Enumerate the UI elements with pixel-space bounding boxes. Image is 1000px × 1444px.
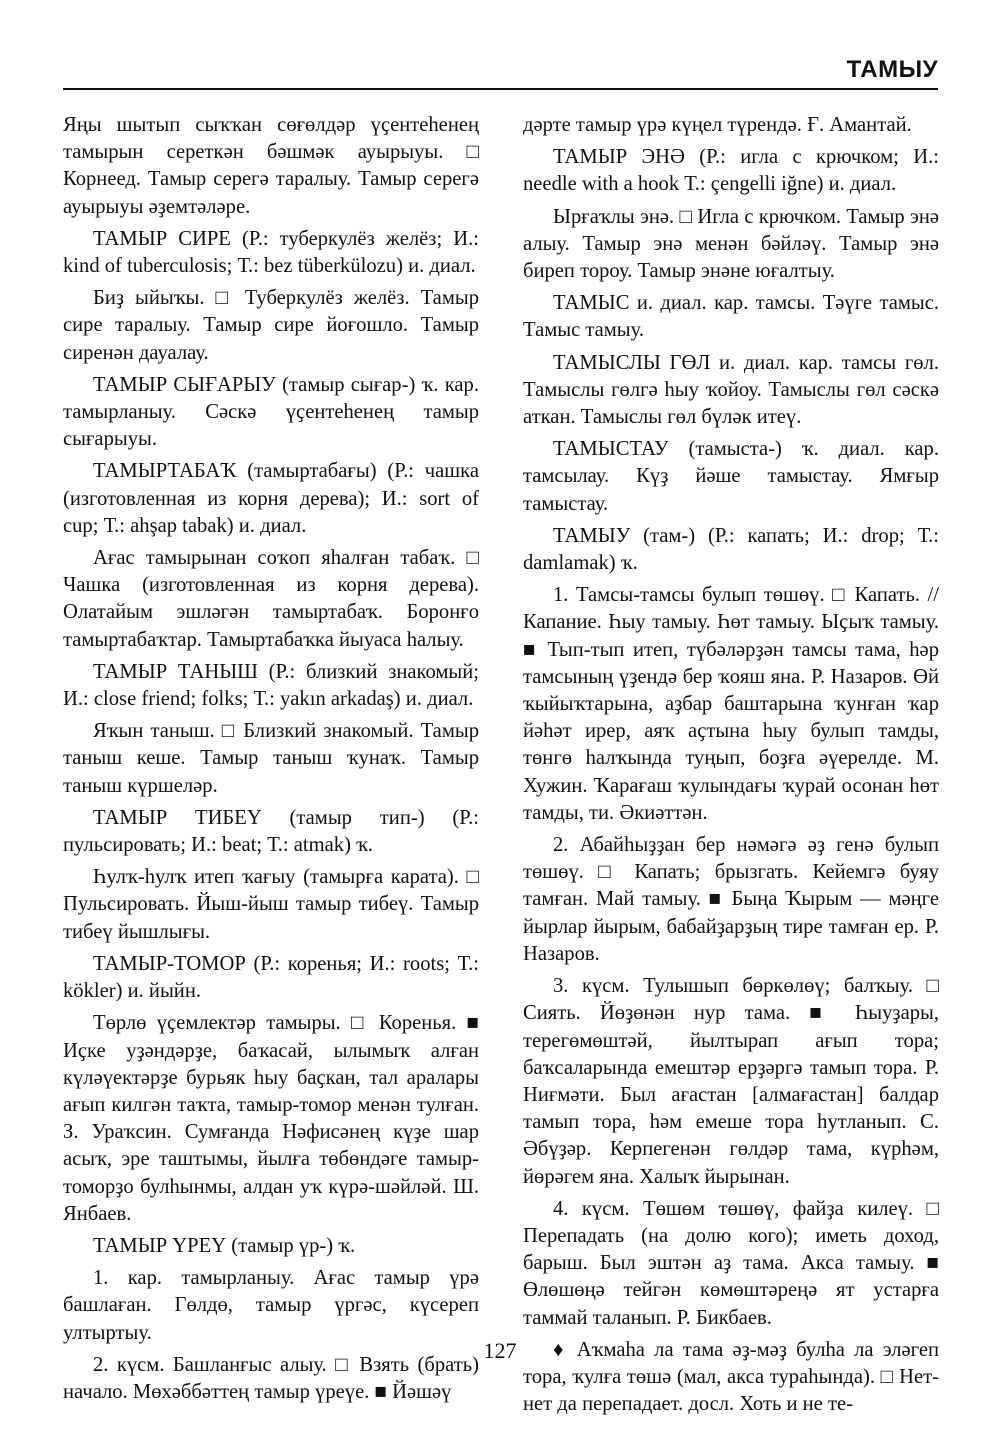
entry-headword-line: ТАМЫСТАУ (тамыста-) ҡ. диал. кар. тамсылау. Күҙ йәше тамыстау. Ямғыр тамыстау. xyxy=(523,438,939,515)
page-number: 127 xyxy=(483,1338,517,1363)
entry-text: Һулҡ-һулҡ итеп ҡағыу (тамырға карата). □ Пульсировать. Йыш-йыш тамыр тибеү. Тамыр тибеү йышлығы. xyxy=(63,866,479,943)
entry-text: Яңы шытып сыҡҡан сөғөлдәр үҫентеһенең тамырын сереткән бәшмәк ауырыуы. □ Корнеед. Тамыр серегә таралыу. Тамыр серегә ауырыуы әҙемтәләре. xyxy=(63,114,479,218)
entry-headword-line: ТАМЫС и. диал. кар. тамсы. Тәүге тамыс. Тамыс тамыу. xyxy=(523,292,939,342)
entry-headword-line: ТАМЫУ (там-) (Р.: капать; И.: drop; Т.: damlamak) ҡ. xyxy=(523,524,939,575)
entry-headword-line: ТАМЫР ТИБЕҮ (тамыр тип-) (Р.: пульсировать; И.: beat; Т.: atmak) ҡ. xyxy=(63,806,479,857)
running-title: ТАМЫУ xyxy=(846,56,938,83)
entry-text: Биҙ ыйыҡы. □ Туберкулёз желёз. Тамыр сире таралыу. Тамыр сире йоғошло. Тамыр сиренән дауалау. xyxy=(63,287,479,364)
entry-sense: 2. күсм. Башланғыс алыу. □ Взять (брать) начало. Мөхәббәттең тамыр үреүе. ■ Йәшәү xyxy=(63,1353,479,1403)
entry-sense: 3. күсм. Тулышып бөркөлөү; балҡыу. □ Сиять. Йөҙөнән нур тама. ■ Һыуҙары, терегөмөштәй, йылтырап ағып тора; баҡсаларында емештәр ерҙәргә тамып тора. Р. Ниғмәти. Был ағастан [алмағастан] балдар тамып тора, һәм емеше тора һутланып. С. Әбүҙәр. Керпегенән гөлдәр тама, күрһәм, йөрәгем яна. Халыҡ йырынан. xyxy=(523,975,939,1188)
entry-headword-line: ТАМЫР ТАНЫШ (Р.: близкий знакомый; И.: close friend; folks; Т.: yakın arkadaş) и. диал. xyxy=(63,660,479,711)
entry-headword-line: ТАМЫР ҮРЕҮ (тамыр үр-) ҡ. xyxy=(93,1234,356,1257)
entry-text: Төрлө үҫемлектәр тамыры. □ Коренья. ■ Иҫке уҙәндәрҙе, баҡасай, ылымыҡ алған күләүектәрҙе бурьяк һыу баҫкан, тал аралары ағып килгән таҡта, тамыр-томор менән тулған. З. Ураҡсин. Сумғанда Нәфисәнең күҙе шар асыҡ, эре таштымы, йылға төбөндәге тамыр-томорҙо булһынмы, алдан уҡ күрә-шәйләй. Ш. Янбаев. xyxy=(63,1012,479,1225)
entry-headword-line: ТАМЫР СЫҒАРЫУ (тамыр сығар-) ҡ. кар. тамырланыу. Сәскә үҫентеһенең тамыр сығарыуы. xyxy=(63,373,479,451)
entry-text: Ырғаҡлы энә. □ Игла с крючком. Тамыр энә алыу. Тамыр энә менән бәйләү. Тамыр энә биреп тороу. Тамыр энәне юғалтыу. xyxy=(523,205,939,283)
entry-text: дәрте тамыр үрә күңел түрендә. Ғ. Амантай. xyxy=(523,114,912,136)
entry-sense: 4. күсм. Төшөм төшөү, файҙа килеү. □ Перепадать (на долю кого); иметь доход, барыш. Был эштән аҙ тама. Акса тамыу. ■ Өлөшөңә тейгән көмөштәреңә ят устарға таммай таланып. Р. Бикбаев. xyxy=(523,1197,939,1329)
entry-headword-line: ТАМЫРТАБАҠ (тамыртабағы) (Р.: чашка (изготовленная из корня дерева); И.: sort of cup; Т.: ahşap tabak) и. диал. xyxy=(63,460,479,537)
entry-sense: 1. кар. тамырланыу. Ағас тамыр үрә башлаған. Гөлдө, тамыр үргәс, күсереп ултыртыу. xyxy=(63,1267,479,1344)
right-column xyxy=(523,112,939,1423)
entry-text: Яҡын таныш. □ Близкий знакомый. Тамыр таныш кеше. Тамыр таныш ҡунаҡ. Тамыр таныш күршеләр. xyxy=(63,720,479,797)
left-column xyxy=(63,112,479,1411)
entry-headword-line: ТАМЫСЛЫ ГӨЛ и. диал. кар. тамсы гөл. Тамыслы гөлгә һыу ҡойоу. Тамыслы гөл сәскә аткан. Тамыслы гөл бүләк итеү. xyxy=(523,351,939,429)
running-head xyxy=(63,54,938,90)
entry-sense: 1. Тамсы-тамсы булып төшөү. □ Капать. // Капание. Һыу тамыу. Һөт тамыу. Ыҫыҡ тамыу. ■ Тып-тып итеп, түбәләрҙән тамсы тама, һәр тамсының үҙендә бер ҡояш яна. Р. Назаров. Өй ҡыйыҡтарына, аҙбар баштарына ҡунған ҡар йәһәт ирер, аяҡ аҫтына һыу булып тамды, төнгө һалҡында туңып, боҙға әүерелде. М. Хужин. Ҡарағаш ҡулындағы ҡурай осонан һөт тамды, ти. Әкиәттән. xyxy=(523,584,939,824)
entry-headword-line: ТАМЫР-ТОМОР (Р.: коренья; И.: roots; Т.: kökler) и. йыйн. xyxy=(63,952,479,1003)
entry-text: Ағас тамырынан соҡоп яһалған табаҡ. □ Чашка (изготовленная из корня дерева). Олатайым эшләгән тамыртабаҡ. Боронғо тамыртабаҡтар. Тамыртабаҡка йыуаса һалыу. xyxy=(63,547,479,651)
entry-idiom: ♦ Аҡмаһа ла тама әҙ-мәҙ булһа ла эләгеп тора, ҡулға төшә (мал, акса тураһында). □ Нет-нет да перепадает. досл. Хоть и не те- xyxy=(523,1338,939,1416)
entry-headword-line: ТАМЫР СИРЕ (Р.: туберкулёз желёз; И.: kind of tuberculosis; Т.: bez tüberkülozu) и. диал. xyxy=(63,227,479,278)
entry-headword-line: ТАМЫР ЭНӘ (Р.: игла с крючком; И.: needle with a hook Т.: çengelli iğne) и. диал. xyxy=(523,146,939,196)
entry-sense: 2. Абайһыҙҙан бер нәмәгә әҙ генә булып төшөү. □ Капать; брызгать. Кейемгә буяу тамған. Май тамыу. ■ Быңа Ҡырым — мәңге йырлар йырым, бабайҙарҙың тире тамған ер. Р. Назаров. xyxy=(523,834,939,965)
